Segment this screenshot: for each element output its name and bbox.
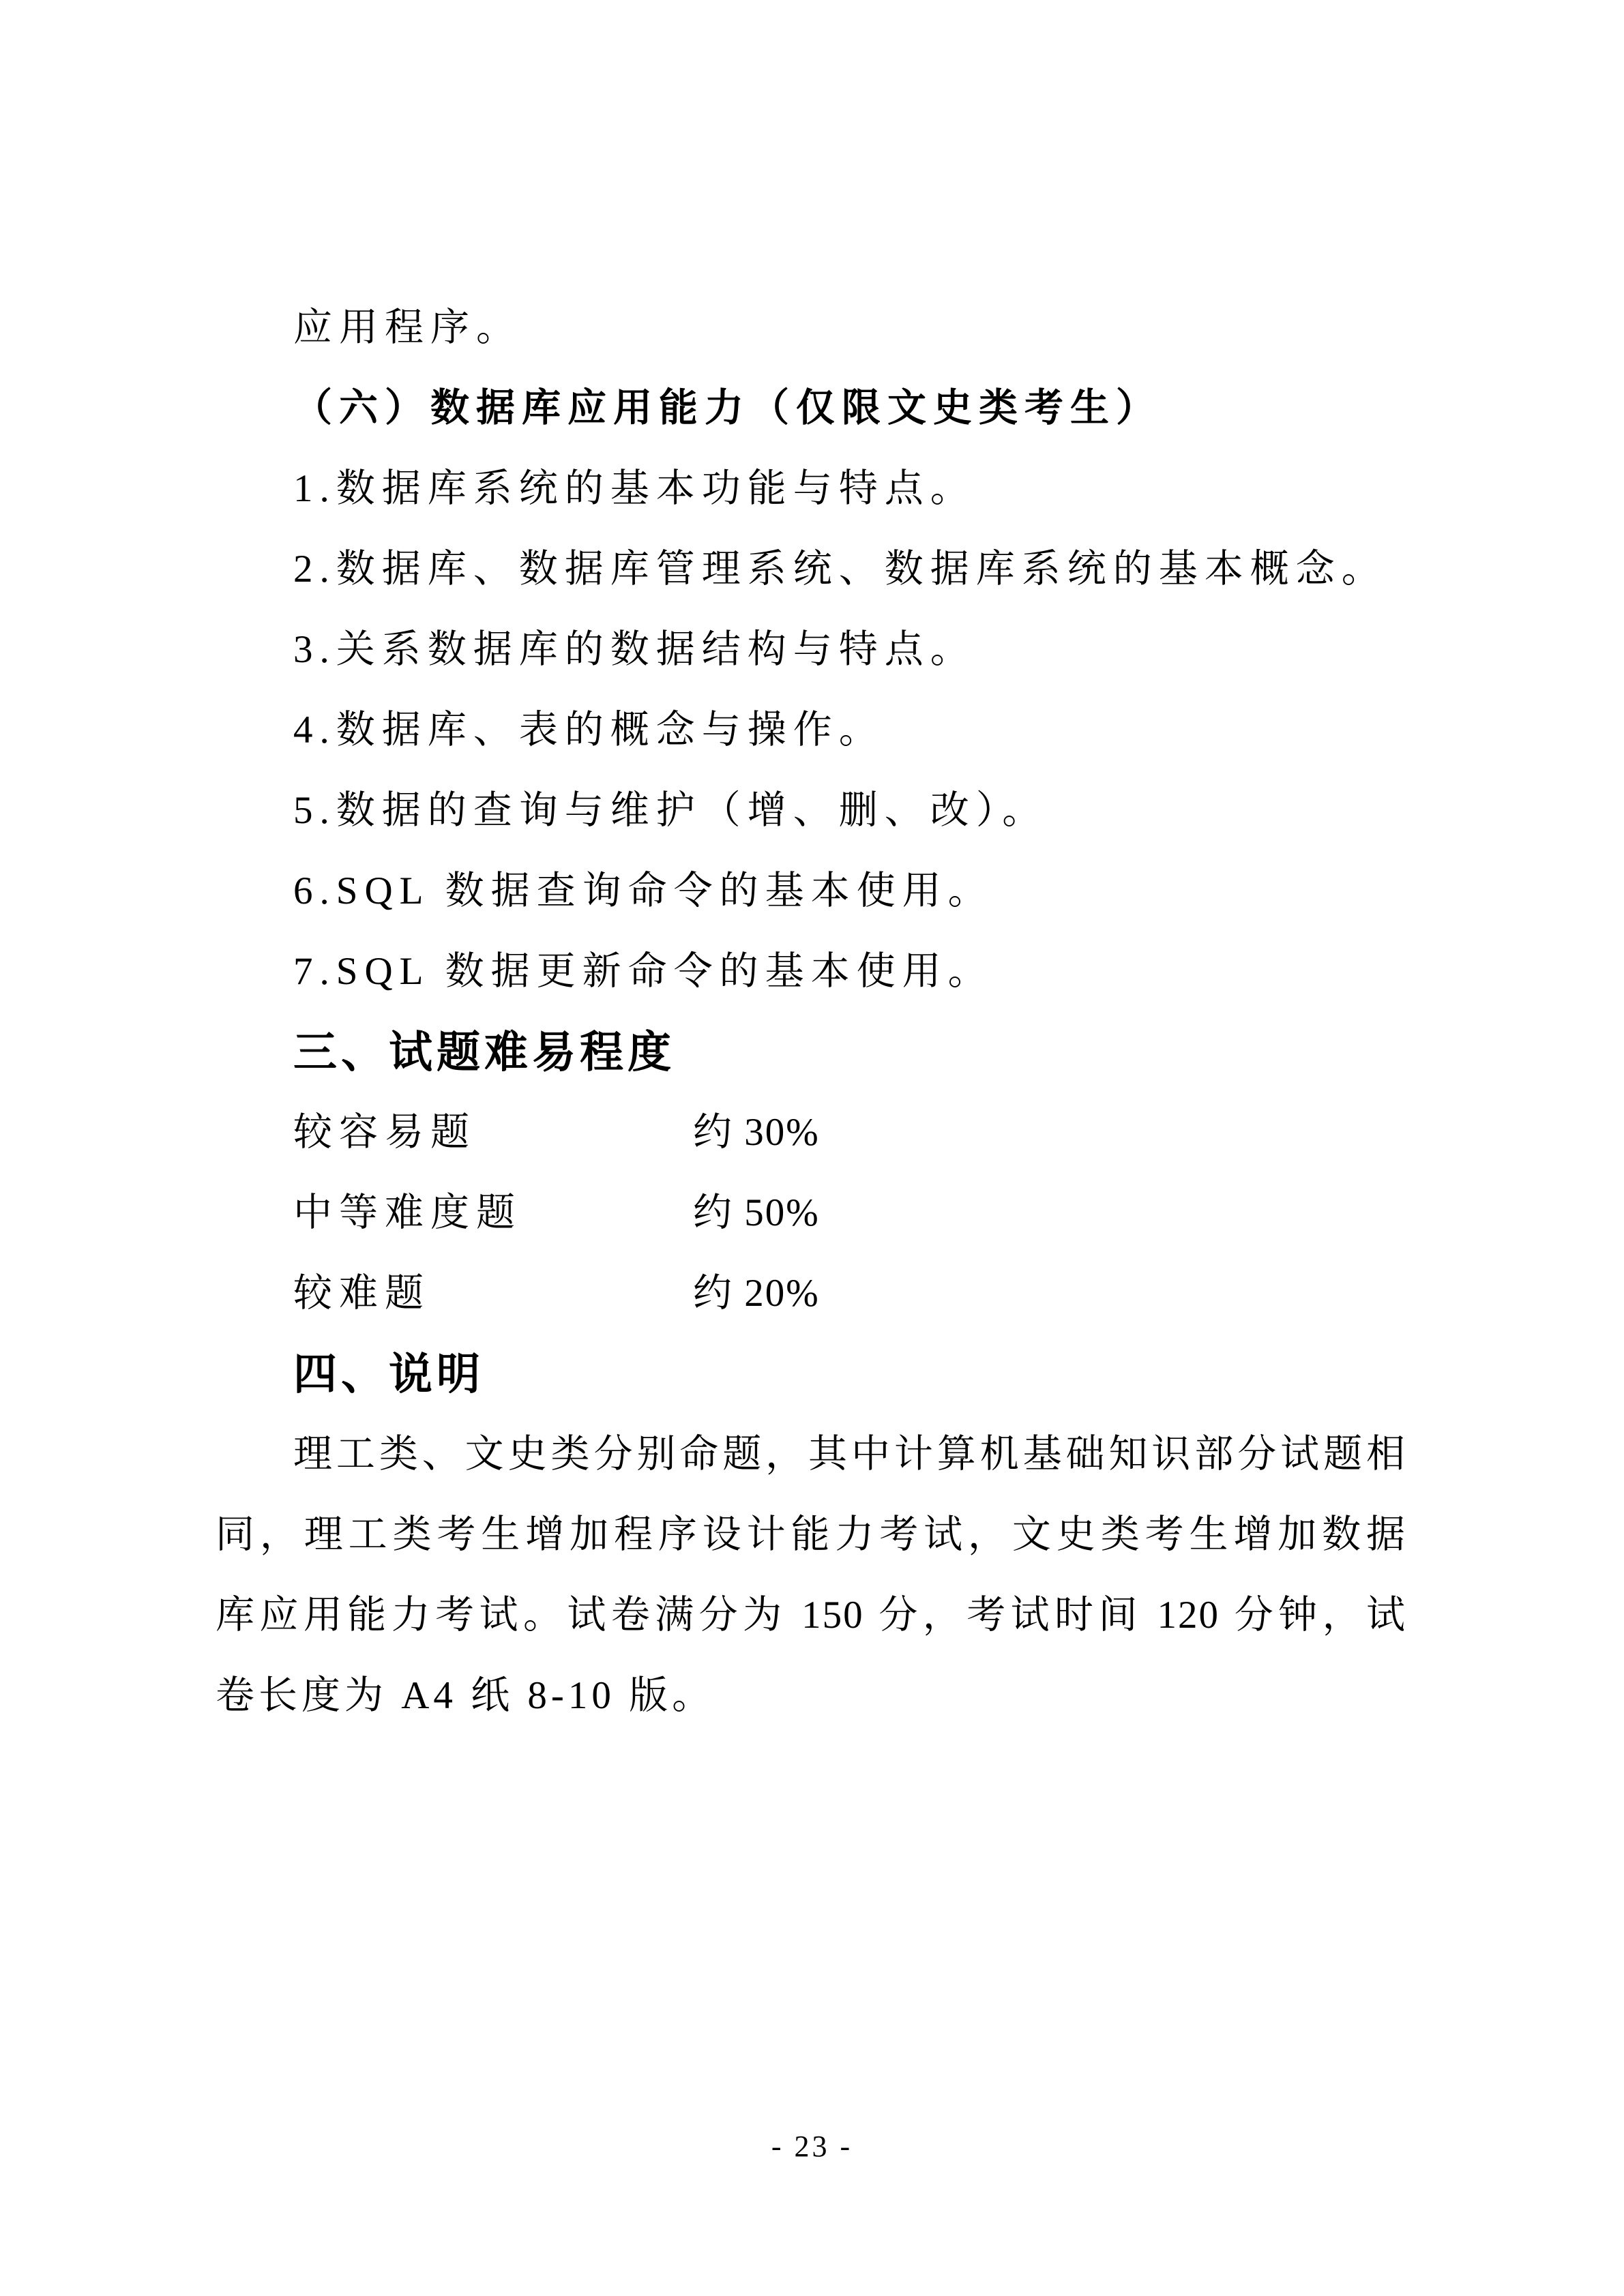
paragraph-line: 库应用能力考试。试卷满分为 150 分，考试时间 120 分钟，试	[216, 1594, 1406, 1637]
difficulty-row	[216, 1253, 1406, 1334]
difficulty-label: 中等难度题	[293, 1191, 522, 1234]
section-heading-3: 三、试题难易程度	[293, 1028, 675, 1077]
difficulty-row	[216, 1173, 1406, 1253]
list-item: 4.数据库、表的概念与操作。	[293, 709, 885, 751]
paragraph-line: 同，理工类考生增加程序设计能力考试，文史类考生增加数据	[216, 1513, 1406, 1556]
difficulty-value: 约 30%	[693, 1111, 820, 1154]
list-item: 2.数据库、数据库管理系统、数据库系统的基本概念。	[293, 548, 1387, 591]
paragraph-line: 卷长度为 A4 纸 8-10 版。	[216, 1674, 715, 1717]
intro-line: 应用程序。	[293, 306, 522, 349]
difficulty-label: 较容易题	[293, 1111, 476, 1154]
document-content	[216, 288, 1406, 1736]
list-item: 5.数据的查询与维护（增、删、改）。	[293, 789, 1048, 832]
difficulty-value: 约 50%	[693, 1191, 820, 1234]
section-heading-6: （六）数据库应用能力（仅限文史类考生）	[293, 387, 1162, 430]
paragraph-line: 理工类、文史类分别命题，其中计算机基础知识部分试题相	[293, 1433, 1406, 1476]
list-item: 6.SQL 数据查询命令的基本使用。	[293, 869, 994, 912]
difficulty-row	[216, 1092, 1406, 1173]
difficulty-label: 较难题	[293, 1272, 430, 1315]
difficulty-value: 约 20%	[693, 1272, 820, 1315]
page-number: - 23 -	[771, 2130, 853, 2163]
list-item: 3.关系数据库的数据结构与特点。	[293, 628, 976, 671]
list-item: 7.SQL 数据更新命令的基本使用。	[293, 950, 994, 993]
list-item: 1.数据库系统的基本功能与特点。	[293, 467, 976, 510]
section-heading-4: 四、说明	[293, 1350, 484, 1399]
